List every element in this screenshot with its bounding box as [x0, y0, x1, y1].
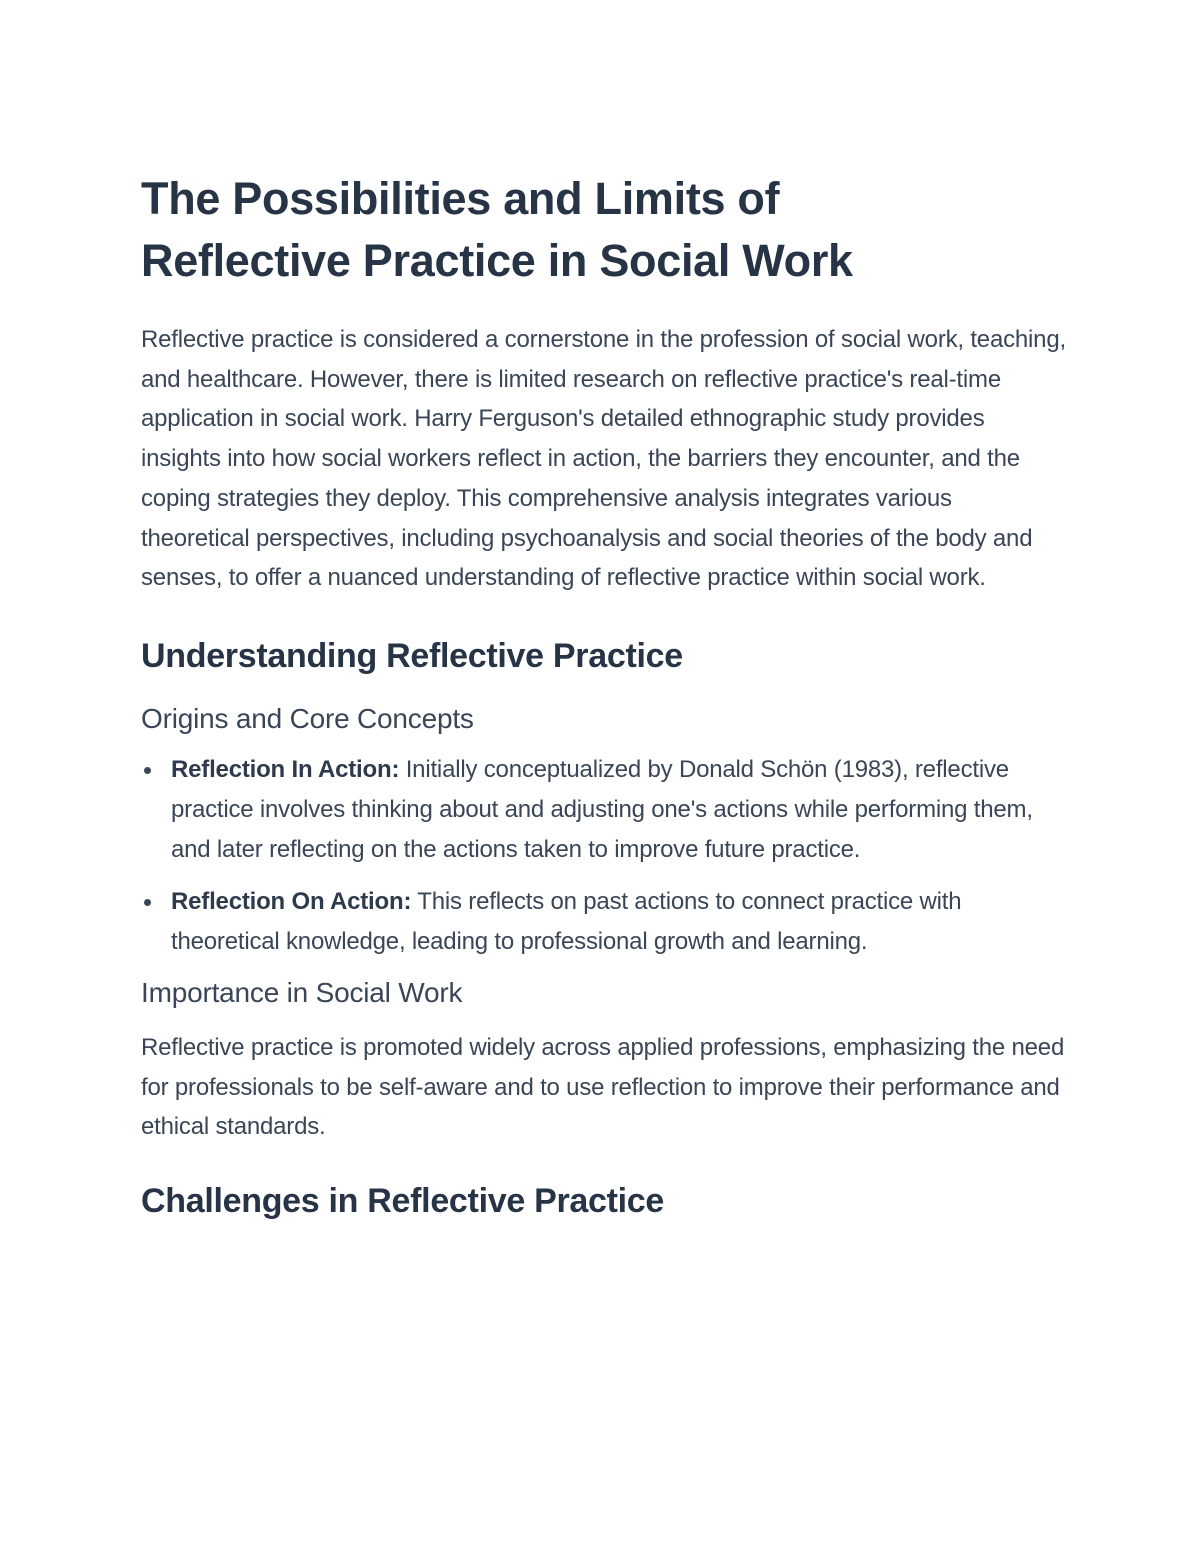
importance-paragraph: Reflective practice is promoted widely across applied professions, emphasizing the need for professionals to be self-aware and to use reflection to improve their performance and ethical standards.	[141, 1033, 1065, 1141]
concepts-list	[141, 750, 1066, 962]
bullet-dot-icon	[144, 899, 151, 906]
bullet-text: Initially conceptualized by Donald Schön (1983), reflective practice involves thinking about and adjusting one's actions while performing them, and later reflecting on the actions taken to improve future practice.	[171, 755, 1033, 863]
subheading-importance: Importance in Social Work	[141, 976, 463, 1008]
title-line-2: Reflective Practice in Social Work	[141, 235, 853, 286]
bullet-term: Reflection On Action:	[171, 887, 412, 915]
bullet-term: Reflection In Action:	[171, 755, 400, 783]
list-item-reflection-on-action	[141, 882, 1066, 962]
document-title	[141, 168, 1066, 292]
bullet-text: This reflects on past actions to connect practice with theoretical knowledge, leading to professional growth and learning.	[171, 887, 962, 955]
subheading-origins: Origins and Core Concepts	[141, 702, 474, 734]
section-heading-understanding: Understanding Reflective Practice	[141, 636, 683, 675]
section-heading-challenges: Challenges in Reflective Practice	[141, 1182, 664, 1221]
bullet-dot-icon	[144, 767, 151, 774]
title-line-1: The Possibilities and Limits of	[141, 173, 780, 224]
intro-paragraph: Reflective practice is considered a cornerstone in the profession of social work, teaching, and healthcare. However, there is limited research on reflective practice's real-time application in social work. Harry Ferguson's detailed ethnographic study provides insights into how social workers reflect in action, the barriers they encounter, and the coping strategies they deploy. This comprehensive analysis integrates various theoretical perspectives, including psychoanalysis and social theories of the body and senses, to offer a nuanced understanding of reflective practice within social work.	[141, 326, 1066, 592]
document-page	[141, 168, 1066, 1223]
list-item-reflection-in-action	[141, 750, 1066, 870]
